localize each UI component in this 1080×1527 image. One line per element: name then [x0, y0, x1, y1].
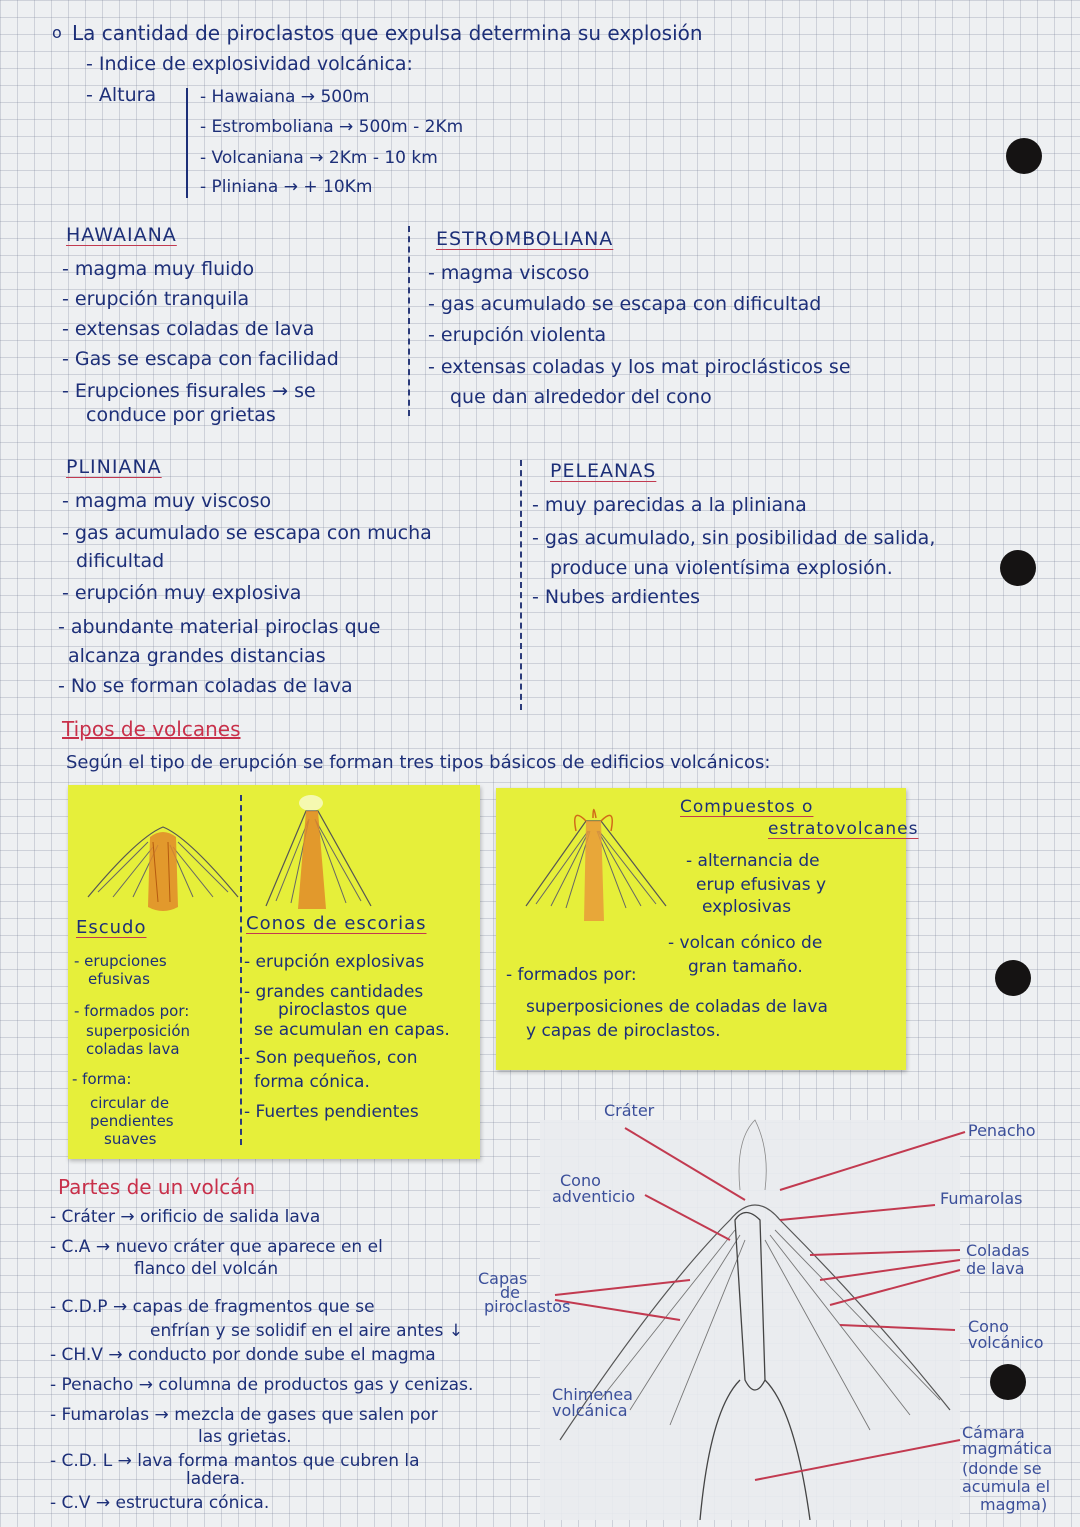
tipos-title: Tipos de volcanes — [62, 717, 241, 741]
label-capas-piroclastos: de — [500, 1283, 520, 1302]
partes-title: Partes de un volcán — [58, 1175, 256, 1199]
cinder-cone-drawing — [246, 791, 396, 921]
estromboliana-item: - extensas coladas y los mat piroclásticos se — [428, 356, 851, 378]
label-capas-piroclastos: piroclastos — [484, 1297, 571, 1316]
partes-item: - Fumarolas → mezcla de gases que salen por — [50, 1405, 438, 1425]
compuestos-title-2: estratovolcanes — [768, 819, 919, 839]
hawaiana-item: conduce por grietas — [86, 404, 276, 426]
pliniana-item: - gas acumulado se escapa con mucha — [62, 522, 432, 544]
label-penacho: Penacho — [968, 1121, 1036, 1140]
partes-item: ladera. — [186, 1469, 246, 1489]
partes-item: enfrían y se solidif en el aire antes ↓ — [150, 1321, 463, 1341]
compuestos-item: gran tamaño. — [688, 957, 803, 977]
escudo-item: superposición — [86, 1022, 191, 1040]
hawaiana-item: - Erupciones fisurales → se — [62, 380, 316, 402]
label-cono-adventicio: Cono — [560, 1171, 601, 1190]
label-camara-magmatica: magma) — [980, 1495, 1048, 1514]
label-fumarolas: Fumarolas — [940, 1189, 1023, 1208]
bullet-dot: o — [52, 23, 62, 42]
column-divider — [520, 460, 522, 710]
escudo-item: - formados por: — [74, 1002, 190, 1020]
conos-item: - erupción explosivas — [244, 952, 425, 972]
escudo-item: - forma: — [72, 1070, 132, 1088]
conos-item: piroclastos que — [278, 1000, 408, 1020]
partes-item: - CH.V → conducto por donde sube el magma — [50, 1345, 436, 1365]
note-divider — [240, 795, 242, 1145]
escudo-item: coladas lava — [86, 1040, 180, 1058]
partes-item: - Cráter → orificio de salida lava — [50, 1207, 321, 1227]
pliniana-item: alcanza grandes distancias — [68, 645, 326, 667]
stratovolcano-drawing — [516, 796, 676, 936]
compuestos-item: erup efusivas y — [696, 875, 827, 895]
conos-item: - Fuertes pendientes — [244, 1102, 419, 1122]
label-chimenea: volcánica — [552, 1401, 628, 1420]
pliniana-item: - magma muy viscoso — [62, 490, 272, 512]
conos-item: - Son pequeños, con — [244, 1048, 418, 1068]
hawaiana-title: HAWAIANA — [66, 224, 177, 246]
peleanas-item: - muy parecidas a la pliniana — [532, 494, 807, 516]
altura-brace — [186, 88, 188, 198]
conos-item: - grandes cantidades — [244, 982, 424, 1002]
altura-item: - Hawaiana → 500m — [200, 87, 370, 107]
pliniana-title: PLINIANA — [66, 456, 162, 478]
pliniana-item: - No se forman coladas de lava — [58, 675, 353, 697]
peleanas-item: - gas acumulado, sin posibilidad de salida, — [532, 527, 936, 549]
partes-item: - C.D. L → lava forma mantos que cubren la — [50, 1451, 420, 1471]
altura-item: - Volcaniana → 2Km - 10 km — [200, 148, 438, 168]
escudo-item: - erupciones — [74, 952, 167, 970]
label-camara-magmatica: acumula el — [962, 1477, 1051, 1496]
escudo-item: efusivas — [88, 970, 150, 988]
partes-item: - C.V → estructura cónica. — [50, 1493, 270, 1513]
escudo-item: pendientes — [90, 1112, 174, 1130]
conos-item: se acumulan en capas. — [254, 1020, 450, 1040]
shield-volcano-drawing — [78, 797, 248, 927]
label-camara-magmatica: (donde se — [962, 1459, 1042, 1478]
binder-hole — [995, 960, 1031, 996]
peleanas-item: produce una violentísima explosión. — [550, 557, 893, 579]
hawaiana-item: - erupción tranquila — [62, 288, 250, 310]
label-crater: Cráter — [604, 1101, 655, 1120]
peleanas-title: PELEANAS — [550, 460, 657, 482]
hawaiana-item: - extensas coladas de lava — [62, 318, 315, 340]
escudo-item: suaves — [104, 1130, 157, 1148]
label-chimenea: Chimenea — [552, 1385, 633, 1404]
altura-item: - Estromboliana → 500m - 2Km — [200, 117, 464, 137]
pliniana-item: - abundante material piroclas que — [58, 616, 381, 638]
partes-item: las grietas. — [198, 1427, 292, 1447]
compuestos-title-1: Compuestos o — [680, 797, 814, 817]
partes-item: flanco del volcán — [134, 1259, 279, 1279]
pliniana-item: - erupción muy explosiva — [62, 582, 302, 604]
intro-line-2: - Indice de explosividad volcánica: — [86, 53, 413, 75]
sticky-note-estratovolcanes — [496, 788, 919, 1070]
label-coladas: Coladas — [966, 1241, 1030, 1260]
partes-item: - Penacho → columna de productos gas y cenizas. — [50, 1375, 474, 1395]
estromboliana-item: - erupción violenta — [428, 324, 607, 346]
altura-item: - Pliniana → + 10Km — [200, 177, 373, 197]
label-cono-adventicio: adventicio — [552, 1187, 636, 1206]
intro-line-1: La cantidad de piroclastos que expulsa determina su explosión — [72, 21, 703, 45]
compuestos-item: - formados por: — [506, 965, 637, 985]
estromboliana-title: ESTROMBOLIANA — [436, 228, 614, 250]
label-camara-magmatica: magmática — [962, 1439, 1053, 1458]
partes-item: - C.D.P → capas de fragmentos que se — [50, 1297, 375, 1317]
conos-title: Conos de escorias — [246, 913, 427, 934]
label-cono-volcanico: Cono — [968, 1317, 1009, 1336]
binder-hole — [1000, 550, 1036, 586]
compuestos-item: y capas de piroclastos. — [526, 1021, 721, 1041]
compuestos-item: - volcan cónico de — [668, 933, 823, 953]
label-capas-piroclastos: Capas — [478, 1269, 528, 1288]
binder-hole — [1006, 138, 1042, 174]
label-coladas: de lava — [966, 1259, 1025, 1278]
label-cono-volcanico: volcánico — [968, 1333, 1044, 1352]
compuestos-item: superposiciones de coladas de lava — [526, 997, 828, 1017]
escudo-item: circular de — [90, 1094, 170, 1112]
estromboliana-item: que dan alrededor del cono — [450, 386, 712, 408]
tipos-subtitle: Según el tipo de erupción se forman tres tipos básicos de edificios volcánicos: — [66, 752, 771, 773]
estromboliana-item: - magma viscoso — [428, 262, 590, 284]
intro-altura: - Altura — [86, 84, 157, 106]
partes-item: - C.A → nuevo cráter que aparece en el — [50, 1237, 383, 1257]
escudo-title: Escudo — [76, 917, 147, 938]
column-divider — [408, 226, 410, 416]
label-camara-magmatica: Cámara — [962, 1423, 1025, 1442]
compuestos-item: explosivas — [702, 897, 792, 917]
hawaiana-item: - magma muy fluido — [62, 258, 255, 280]
sticky-note-escudo-conos — [68, 785, 480, 1159]
compuestos-item: - alternancia de — [686, 851, 820, 871]
hawaiana-item: - Gas se escapa con facilidad — [62, 348, 339, 370]
pliniana-item: dificultad — [76, 550, 165, 572]
conos-item: forma cónica. — [254, 1072, 370, 1092]
peleanas-item: - Nubes ardientes — [532, 586, 701, 608]
estromboliana-item: - gas acumulado se escapa con dificultad — [428, 293, 822, 315]
